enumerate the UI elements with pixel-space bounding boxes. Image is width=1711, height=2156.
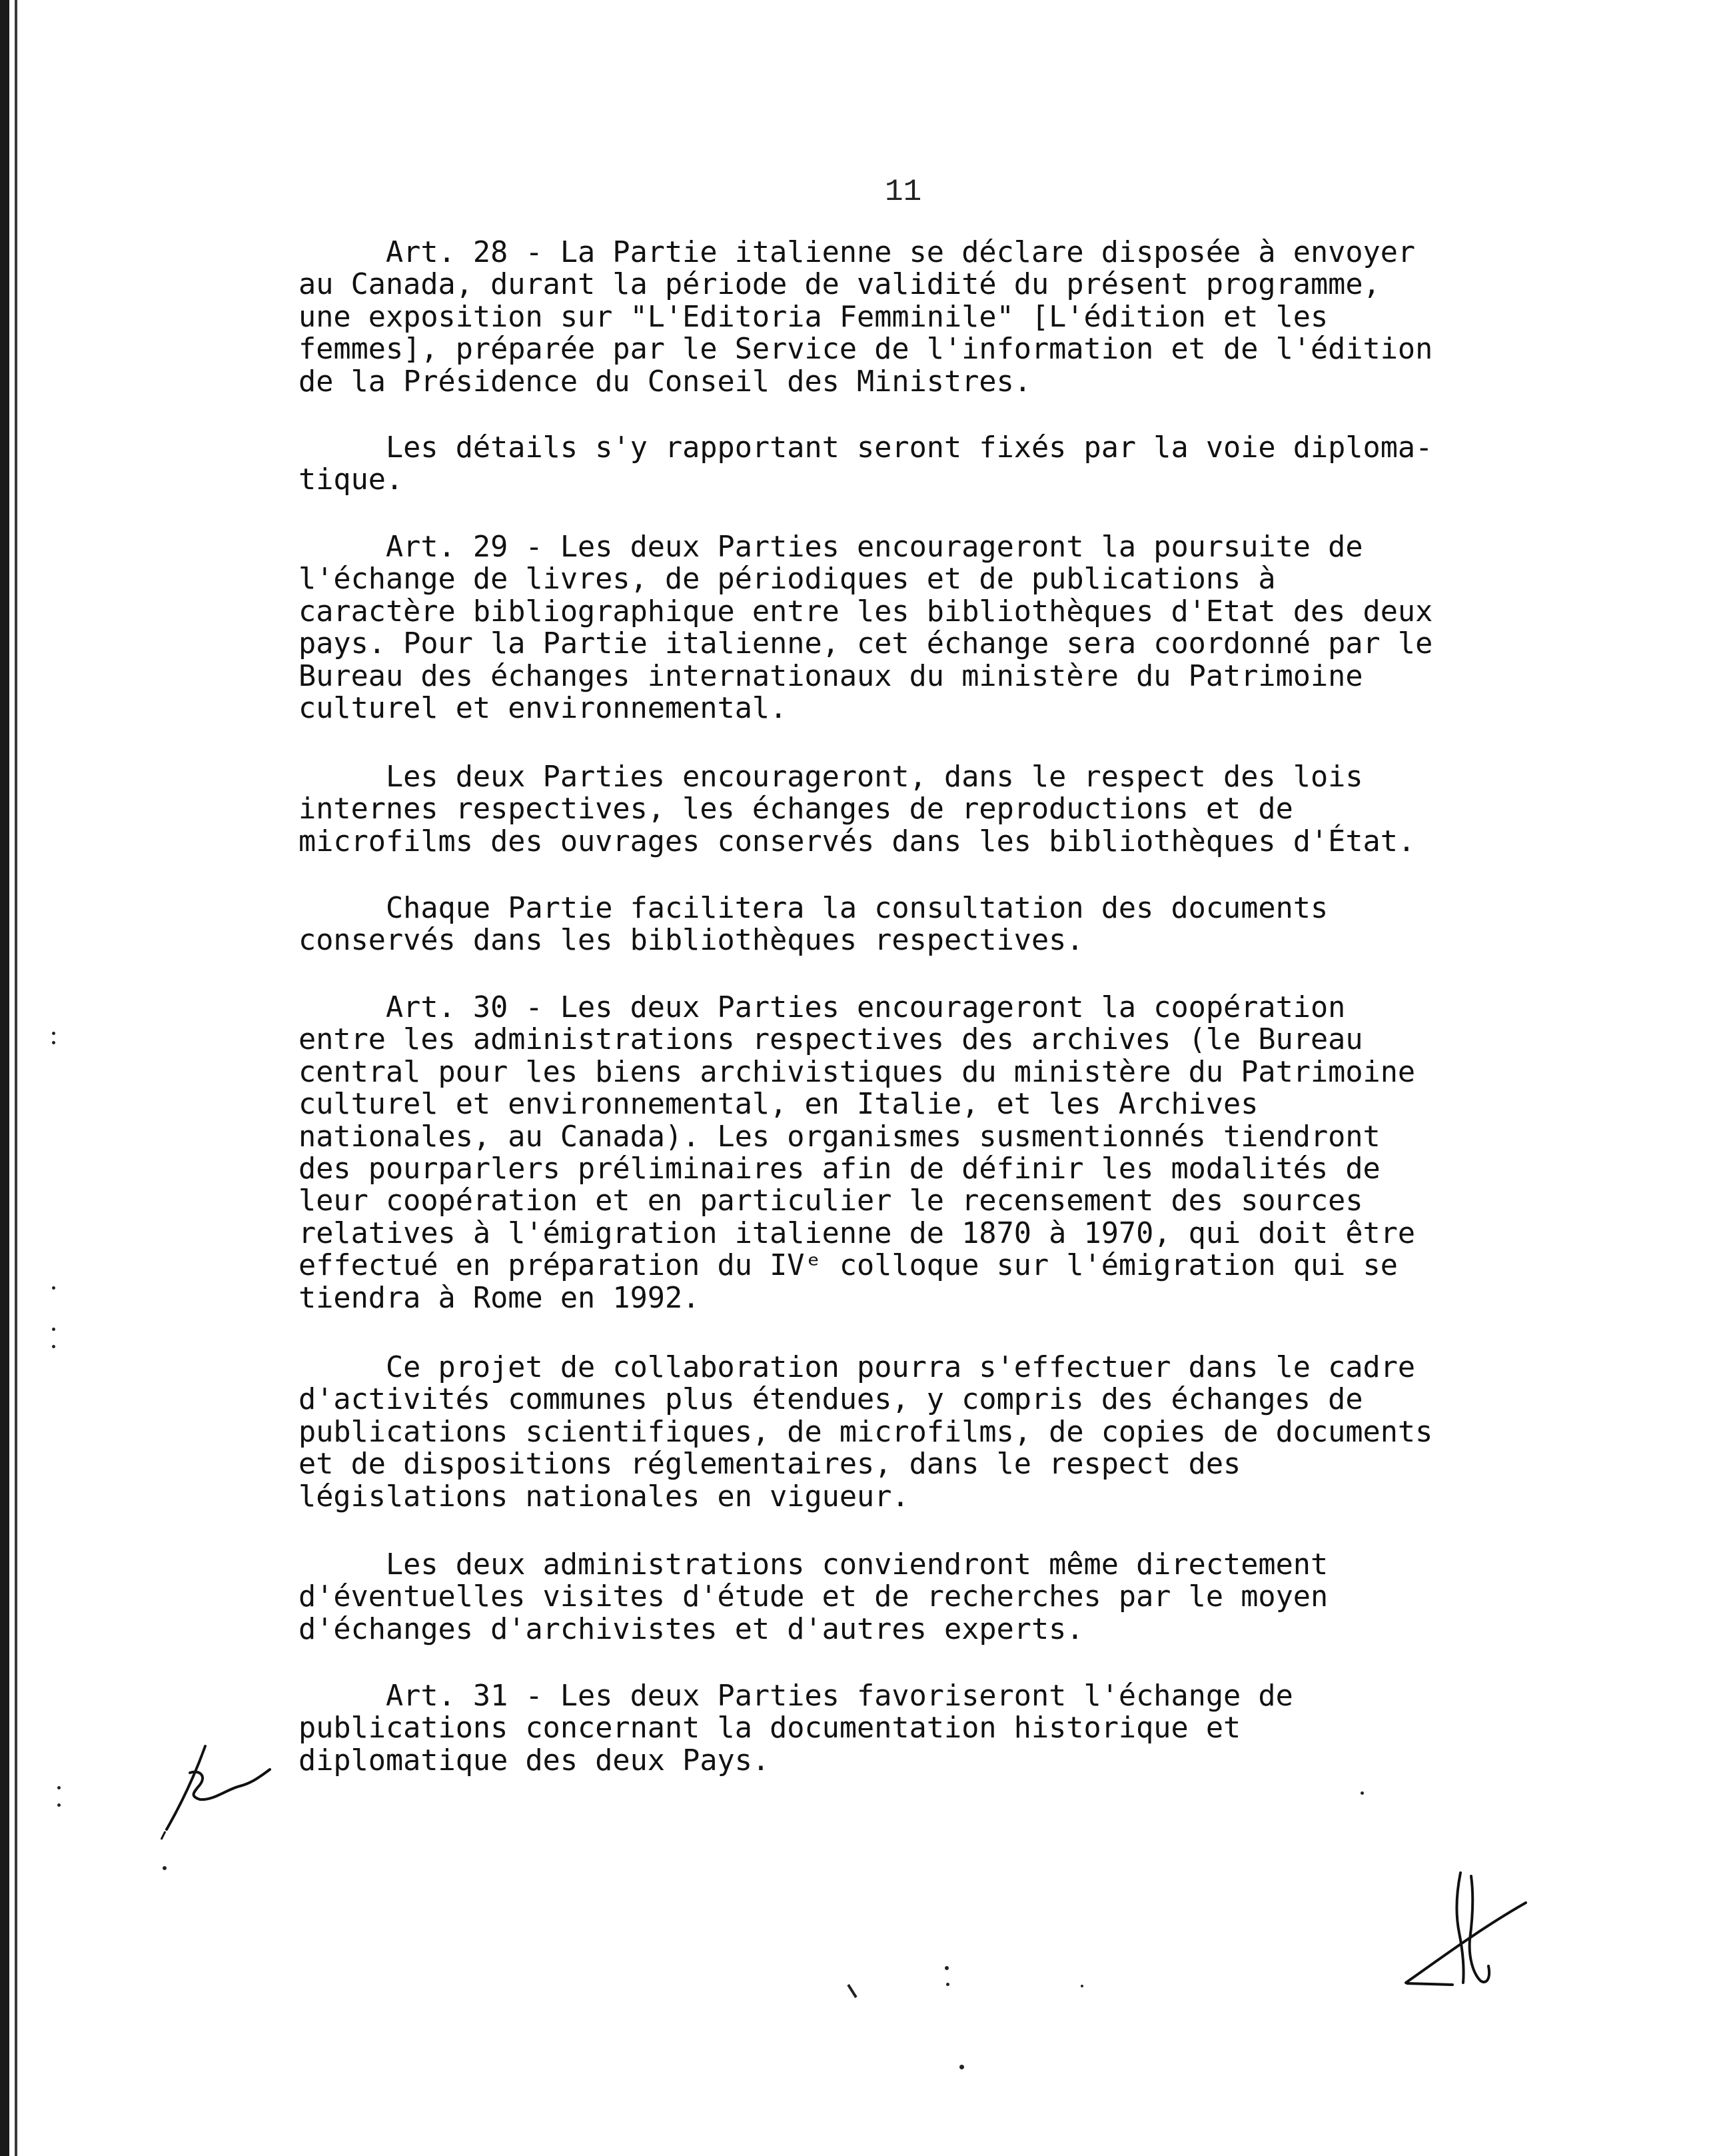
text-line: microfilms des ouvrages conservés dans les bibliothèques d'État. — [298, 824, 1416, 858]
scan-left-border — [0, 0, 9, 2156]
text-line: Art. 31 - Les deux Parties favoriseront l'échange de — [298, 1679, 1293, 1713]
scan-mark — [846, 1983, 859, 2000]
scan-speck — [57, 1786, 61, 1789]
text-line: culturel et environnemental, en Italie, et les Archives — [298, 1088, 1259, 1122]
text-line: une exposition sur "L'Editoria Femminile" [L'édition et les — [298, 300, 1329, 334]
text-line: Bureau des échanges internationaux du ministère du Patrimoine — [298, 659, 1363, 693]
text-line: conservés dans les bibliothèques respectives. — [298, 924, 1084, 958]
scan-speck — [57, 1803, 61, 1807]
text-line: d'activités communes plus étendues, y compris des échanges de — [298, 1383, 1363, 1417]
text-line: Art. 30 - Les deux Parties encourageront la coopération — [298, 991, 1346, 1024]
scan-speck — [52, 1032, 55, 1035]
text-line: au Canada, durant la période de validité du présent programme, — [298, 268, 1381, 302]
text-line: diplomatique des deux Pays. — [298, 1743, 770, 1777]
text-line: Ce projet de collaboration pourra s'effectuer dans le cadre — [298, 1351, 1416, 1384]
scan-speck — [52, 1286, 55, 1290]
text-line: leur coopération et en particulier le recensement des sources — [298, 1184, 1363, 1218]
scan-speck — [959, 2065, 964, 2069]
paragraph-art-28-details — [298, 432, 1604, 497]
scan-left-border-line — [15, 0, 17, 2156]
text-line: Chaque Partie facilitera la consultation des documents — [298, 892, 1329, 925]
text-line: Art. 28 - La Partie italienne se déclare disposée à envoyer — [298, 236, 1416, 269]
text-line: Les deux Parties encourageront, dans le respect des lois — [298, 760, 1363, 794]
text-line: entre les administrations respectives des archives (le Bureau — [298, 1023, 1363, 1057]
paragraph-art-29-consultation — [298, 892, 1604, 957]
scan-speck — [52, 1041, 55, 1044]
text-line: publications scientifiques, de microfilms, de copies de documents — [298, 1415, 1433, 1449]
text-line: femmes], préparée par le Service de l'information et de l'édition — [298, 333, 1433, 367]
text-line: nationales, au Canada). Les organismes susmentionnés tiendront — [298, 1120, 1381, 1154]
scan-speck — [1081, 1985, 1083, 1987]
text-line: culturel et environnemental. — [298, 692, 788, 726]
paragraph-art-30 — [298, 992, 1604, 1314]
text-line: de la Présidence du Conseil des Ministres. — [298, 365, 1031, 399]
scan-speck — [946, 1983, 949, 1986]
paragraph-art-29-reproductions — [298, 761, 1604, 858]
handwritten-initials-right — [1399, 1866, 1532, 1993]
text-line: caractère bibliographique entre les bibliothèques d'Etat des deux — [298, 594, 1433, 628]
text-line: des pourparlers préliminaires afin de définir les modalités de — [298, 1152, 1381, 1186]
text-line: Les deux administrations conviendront même directement — [298, 1548, 1329, 1582]
paragraph-art-30-projet — [298, 1352, 1604, 1513]
text-line: Les détails s'y rapportant seront fixés par la voie diploma- — [298, 431, 1433, 465]
text-line: législations nationales en vigueur. — [298, 1480, 909, 1514]
scan-speck — [1361, 1791, 1364, 1795]
handwritten-initials-left — [153, 1733, 286, 1846]
text-line: publications concernant la documentation historique et — [298, 1711, 1241, 1745]
text-line: et de dispositions réglementaires, dans le respect des — [298, 1448, 1241, 1482]
paragraph-art-30-visites — [298, 1549, 1604, 1645]
scan-speck — [163, 1866, 167, 1870]
paragraph-art-31 — [298, 1680, 1604, 1777]
paragraph-art-28 — [298, 237, 1604, 398]
text-line: relatives à l'émigration italienne de 1870 à 1970, qui doit être — [298, 1216, 1416, 1250]
text-line: Art. 29 - Les deux Parties encourageront la poursuite de — [298, 531, 1363, 564]
text-line: tique. — [298, 463, 404, 497]
page-number: 11 — [885, 175, 922, 209]
scan-speck — [52, 1345, 55, 1348]
text-line: tiendra à Rome en 1992. — [298, 1281, 700, 1315]
paragraph-art-29 — [298, 531, 1604, 724]
text-line: effectué en préparation du IVᵉ colloque sur l'émigration qui se — [298, 1249, 1398, 1283]
text-line: pays. Pour la Partie italienne, cet échange sera coordonné par le — [298, 627, 1433, 661]
scan-speck — [945, 1966, 949, 1970]
text-line: l'échange de livres, de périodiques et de publications à — [298, 562, 1276, 596]
text-line: d'éventuelles visites d'étude et de recherches par le moyen — [298, 1580, 1329, 1614]
text-line: central pour les biens archivistiques du ministère du Patrimoine — [298, 1055, 1416, 1089]
text-line: internes respectives, les échanges de reproductions et de — [298, 792, 1293, 826]
scan-speck — [52, 1328, 55, 1331]
text-line: d'échanges d'archivistes et d'autres experts. — [298, 1612, 1084, 1646]
